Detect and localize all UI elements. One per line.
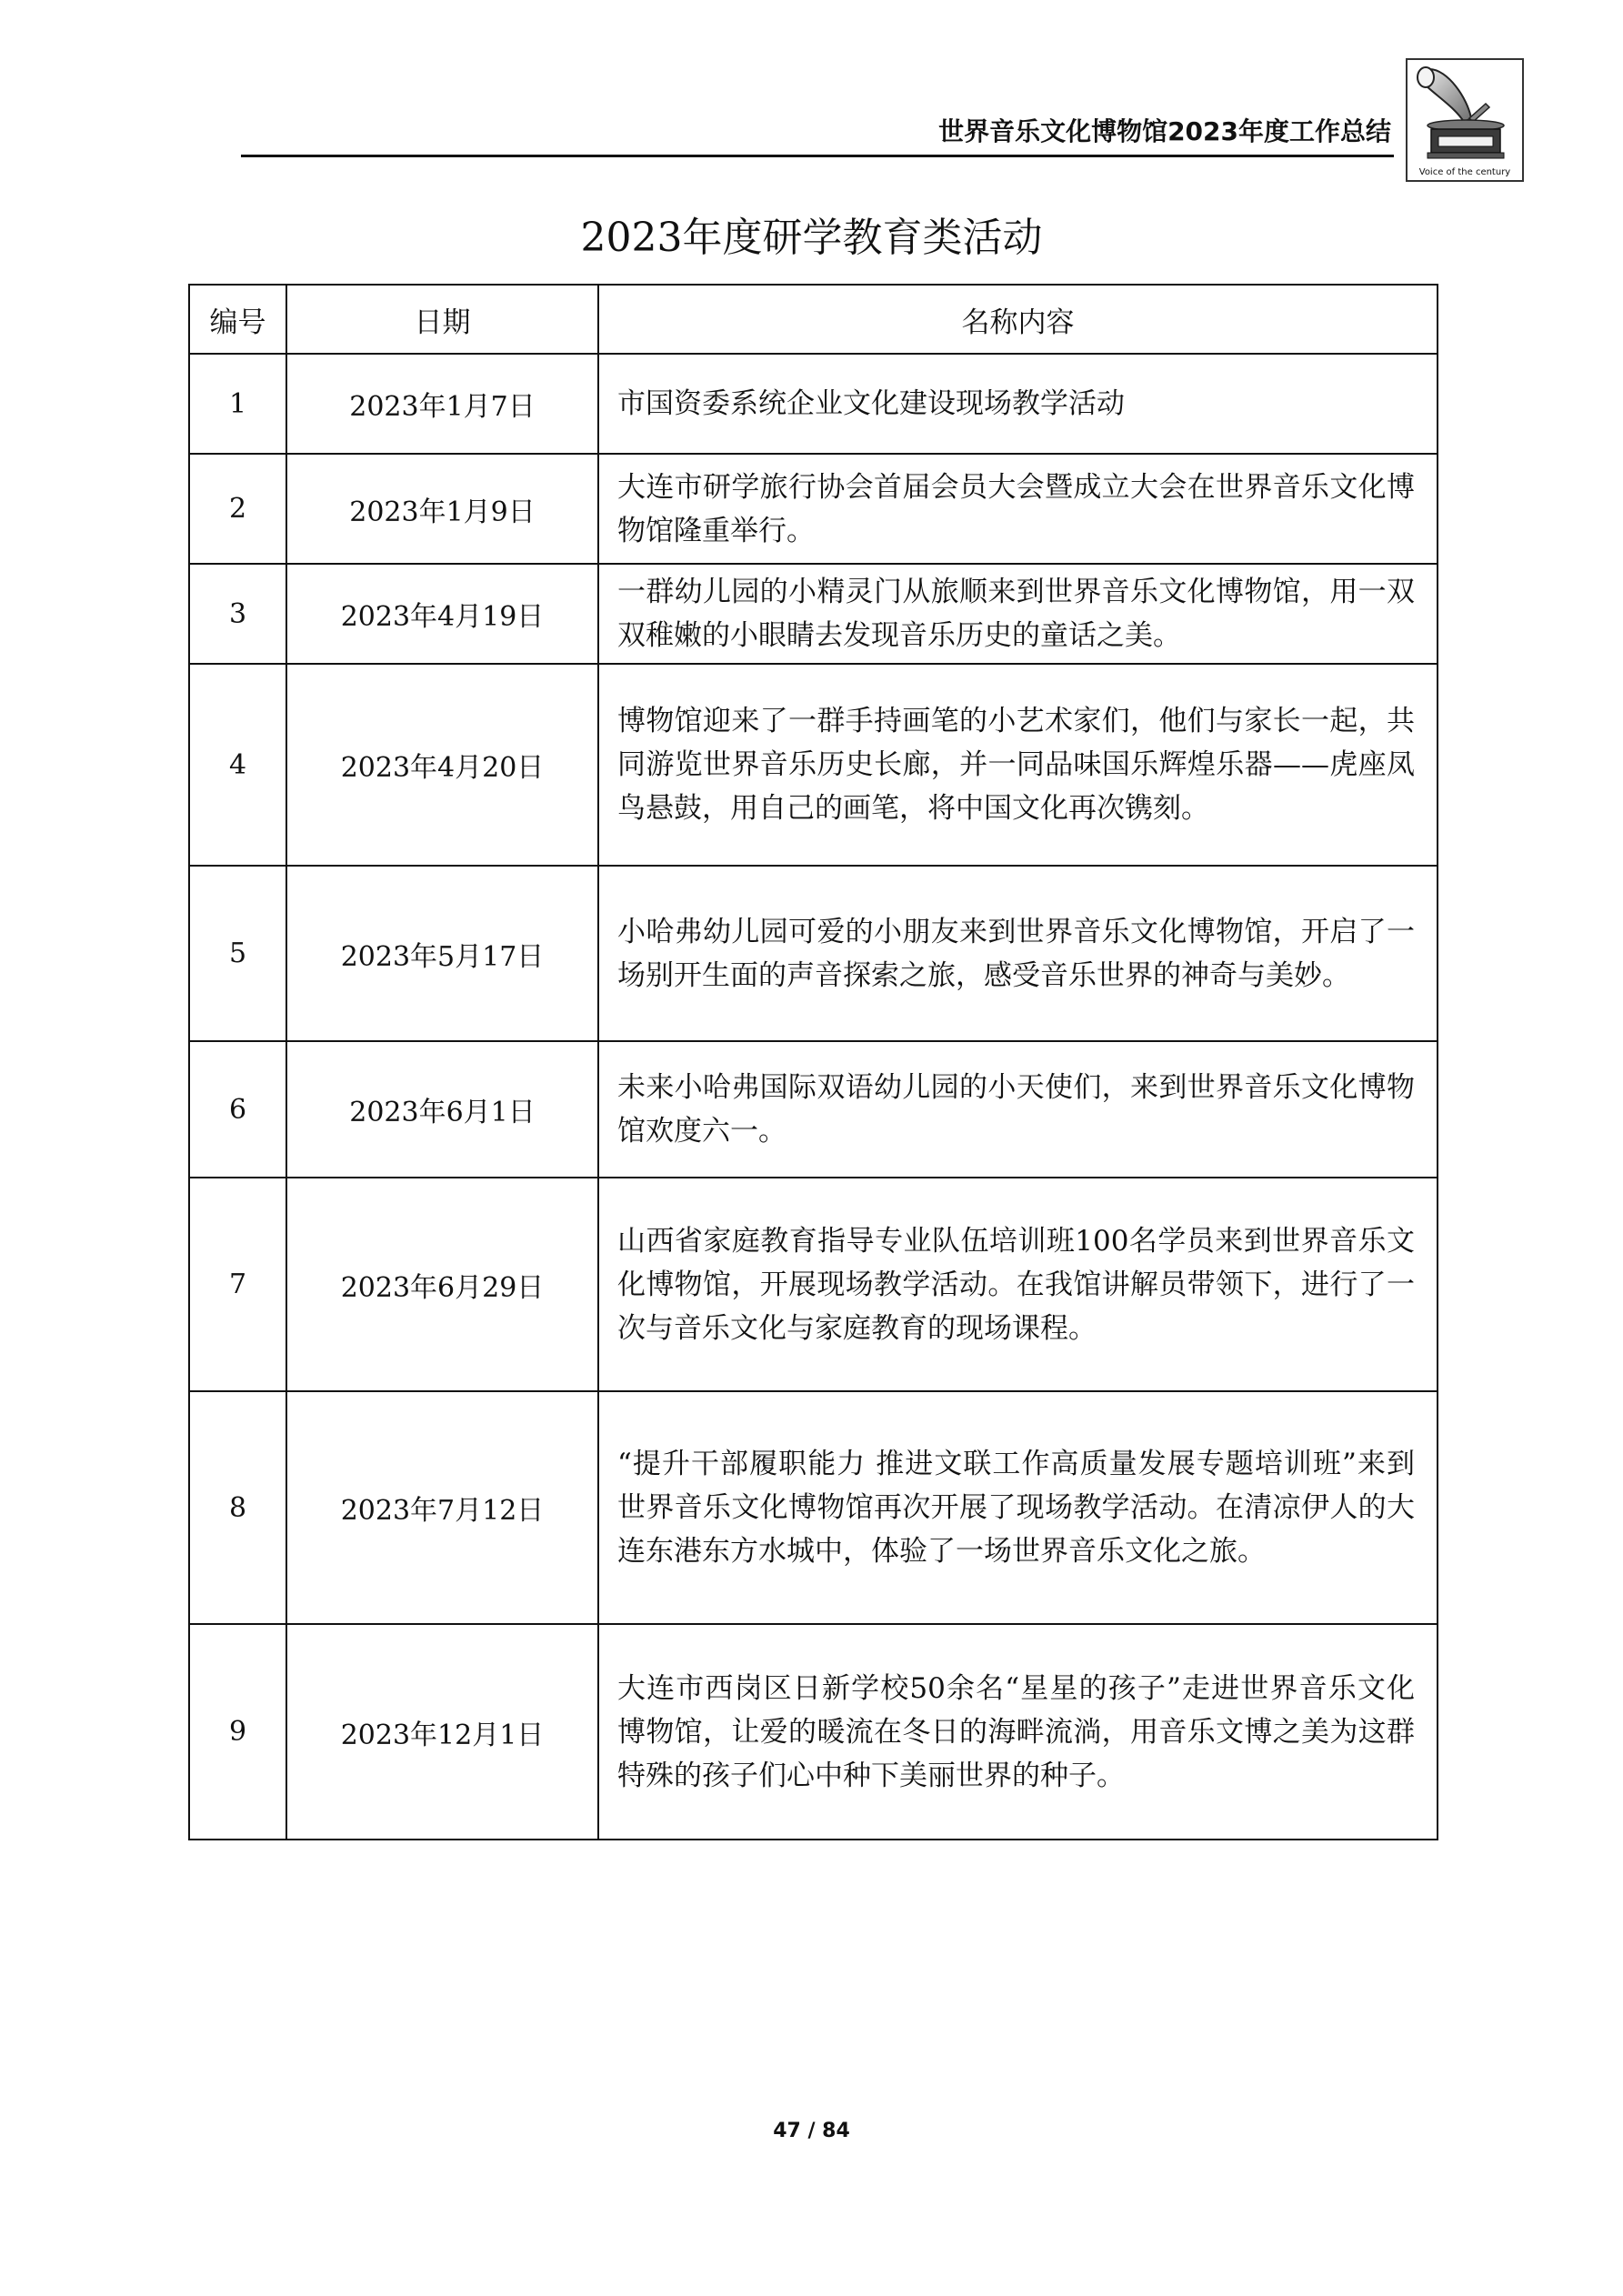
table-row xyxy=(189,1624,1438,1840)
row-content: 小哈弗幼儿园可爱的小朋友来到世界音乐文化博物馆，开启了一场别开生面的声音探索之旅，感受音乐世界的神奇与美妙。 xyxy=(598,866,1438,1041)
row-number: 7 xyxy=(189,1178,286,1391)
column-header-date: 日期 xyxy=(286,285,598,354)
column-header-content: 名称内容 xyxy=(598,285,1438,354)
column-header-number: 编号 xyxy=(189,285,286,354)
row-number: 2 xyxy=(189,454,286,564)
row-date: 2023年1月9日 xyxy=(286,454,598,564)
row-number: 9 xyxy=(189,1624,286,1840)
row-content: 市国资委系统企业文化建设现场教学活动 xyxy=(598,354,1438,454)
row-content: 大连市研学旅行协会首届会员大会暨成立大会在世界音乐文化博物馆隆重举行。 xyxy=(598,454,1438,564)
row-date: 2023年1月7日 xyxy=(286,354,598,454)
row-date: 2023年4月19日 xyxy=(286,564,598,664)
row-content: 大连市西岗区日新学校50余名“星星的孩子”走进世界音乐文化博物馆，让爱的暖流在冬日的海畔流淌，用音乐文博之美为这群特殊的孩子们心中种下美丽世界的种子。 xyxy=(598,1624,1438,1840)
table-row xyxy=(189,354,1438,454)
row-number: 4 xyxy=(189,664,286,866)
row-date: 2023年5月17日 xyxy=(286,866,598,1041)
document-header-title: 世界音乐文化博物馆2023年度工作总结 xyxy=(938,116,1391,146)
page-title: 2023年度研学教育类活动 xyxy=(580,215,1043,261)
row-date: 2023年12月1日 xyxy=(286,1624,598,1840)
row-number: 5 xyxy=(189,866,286,1041)
page-number: 47 / 84 xyxy=(773,2120,850,2142)
row-number: 6 xyxy=(189,1041,286,1178)
header-rule xyxy=(241,155,1394,157)
table-row xyxy=(189,1391,1438,1624)
logo-caption: Voice of the century xyxy=(1418,167,1511,177)
table-row xyxy=(189,1041,1438,1178)
activities-table xyxy=(188,284,1438,1840)
row-content: 山西省家庭教育指导专业队伍培训班100名学员来到世界音乐文化博物馆，开展现场教学活动。在我馆讲解员带领下，进行了一次与音乐文化与家庭教育的现场课程。 xyxy=(598,1178,1438,1391)
row-content: “提升干部履职能力 推进文联工作高质量发展专题培训班”来到世界音乐文化博物馆再次开展了现场教学活动。在清凉伊人的大连东港东方水城中，体验了一场世界音乐文化之旅。 xyxy=(598,1391,1438,1624)
row-date: 2023年6月29日 xyxy=(286,1178,598,1391)
table-row xyxy=(189,1178,1438,1391)
row-date: 2023年7月12日 xyxy=(286,1391,598,1624)
row-date: 2023年6月1日 xyxy=(286,1041,598,1178)
row-content: 博物馆迎来了一群手持画笔的小艺术家们，他们与家长一起，共同游览世界音乐历史长廊，并一同品味国乐辉煌乐器——虎座凤鸟悬鼓，用自己的画笔，将中国文化再次镌刻。 xyxy=(598,664,1438,866)
museum-logo xyxy=(1406,58,1524,182)
gramophone-icon xyxy=(1411,62,1518,164)
row-date: 2023年4月20日 xyxy=(286,664,598,866)
table-row xyxy=(189,564,1438,664)
table-row xyxy=(189,454,1438,564)
table-header-row xyxy=(189,285,1438,354)
row-content: 未来小哈弗国际双语幼儿园的小天使们，来到世界音乐文化博物馆欢度六一。 xyxy=(598,1041,1438,1178)
row-number: 1 xyxy=(189,354,286,454)
row-content: 一群幼儿园的小精灵门从旅顺来到世界音乐文化博物馆，用一双双稚嫩的小眼睛去发现音乐历史的童话之美。 xyxy=(598,564,1438,664)
row-number: 3 xyxy=(189,564,286,664)
table-row xyxy=(189,866,1438,1041)
row-number: 8 xyxy=(189,1391,286,1624)
table-row xyxy=(189,664,1438,866)
